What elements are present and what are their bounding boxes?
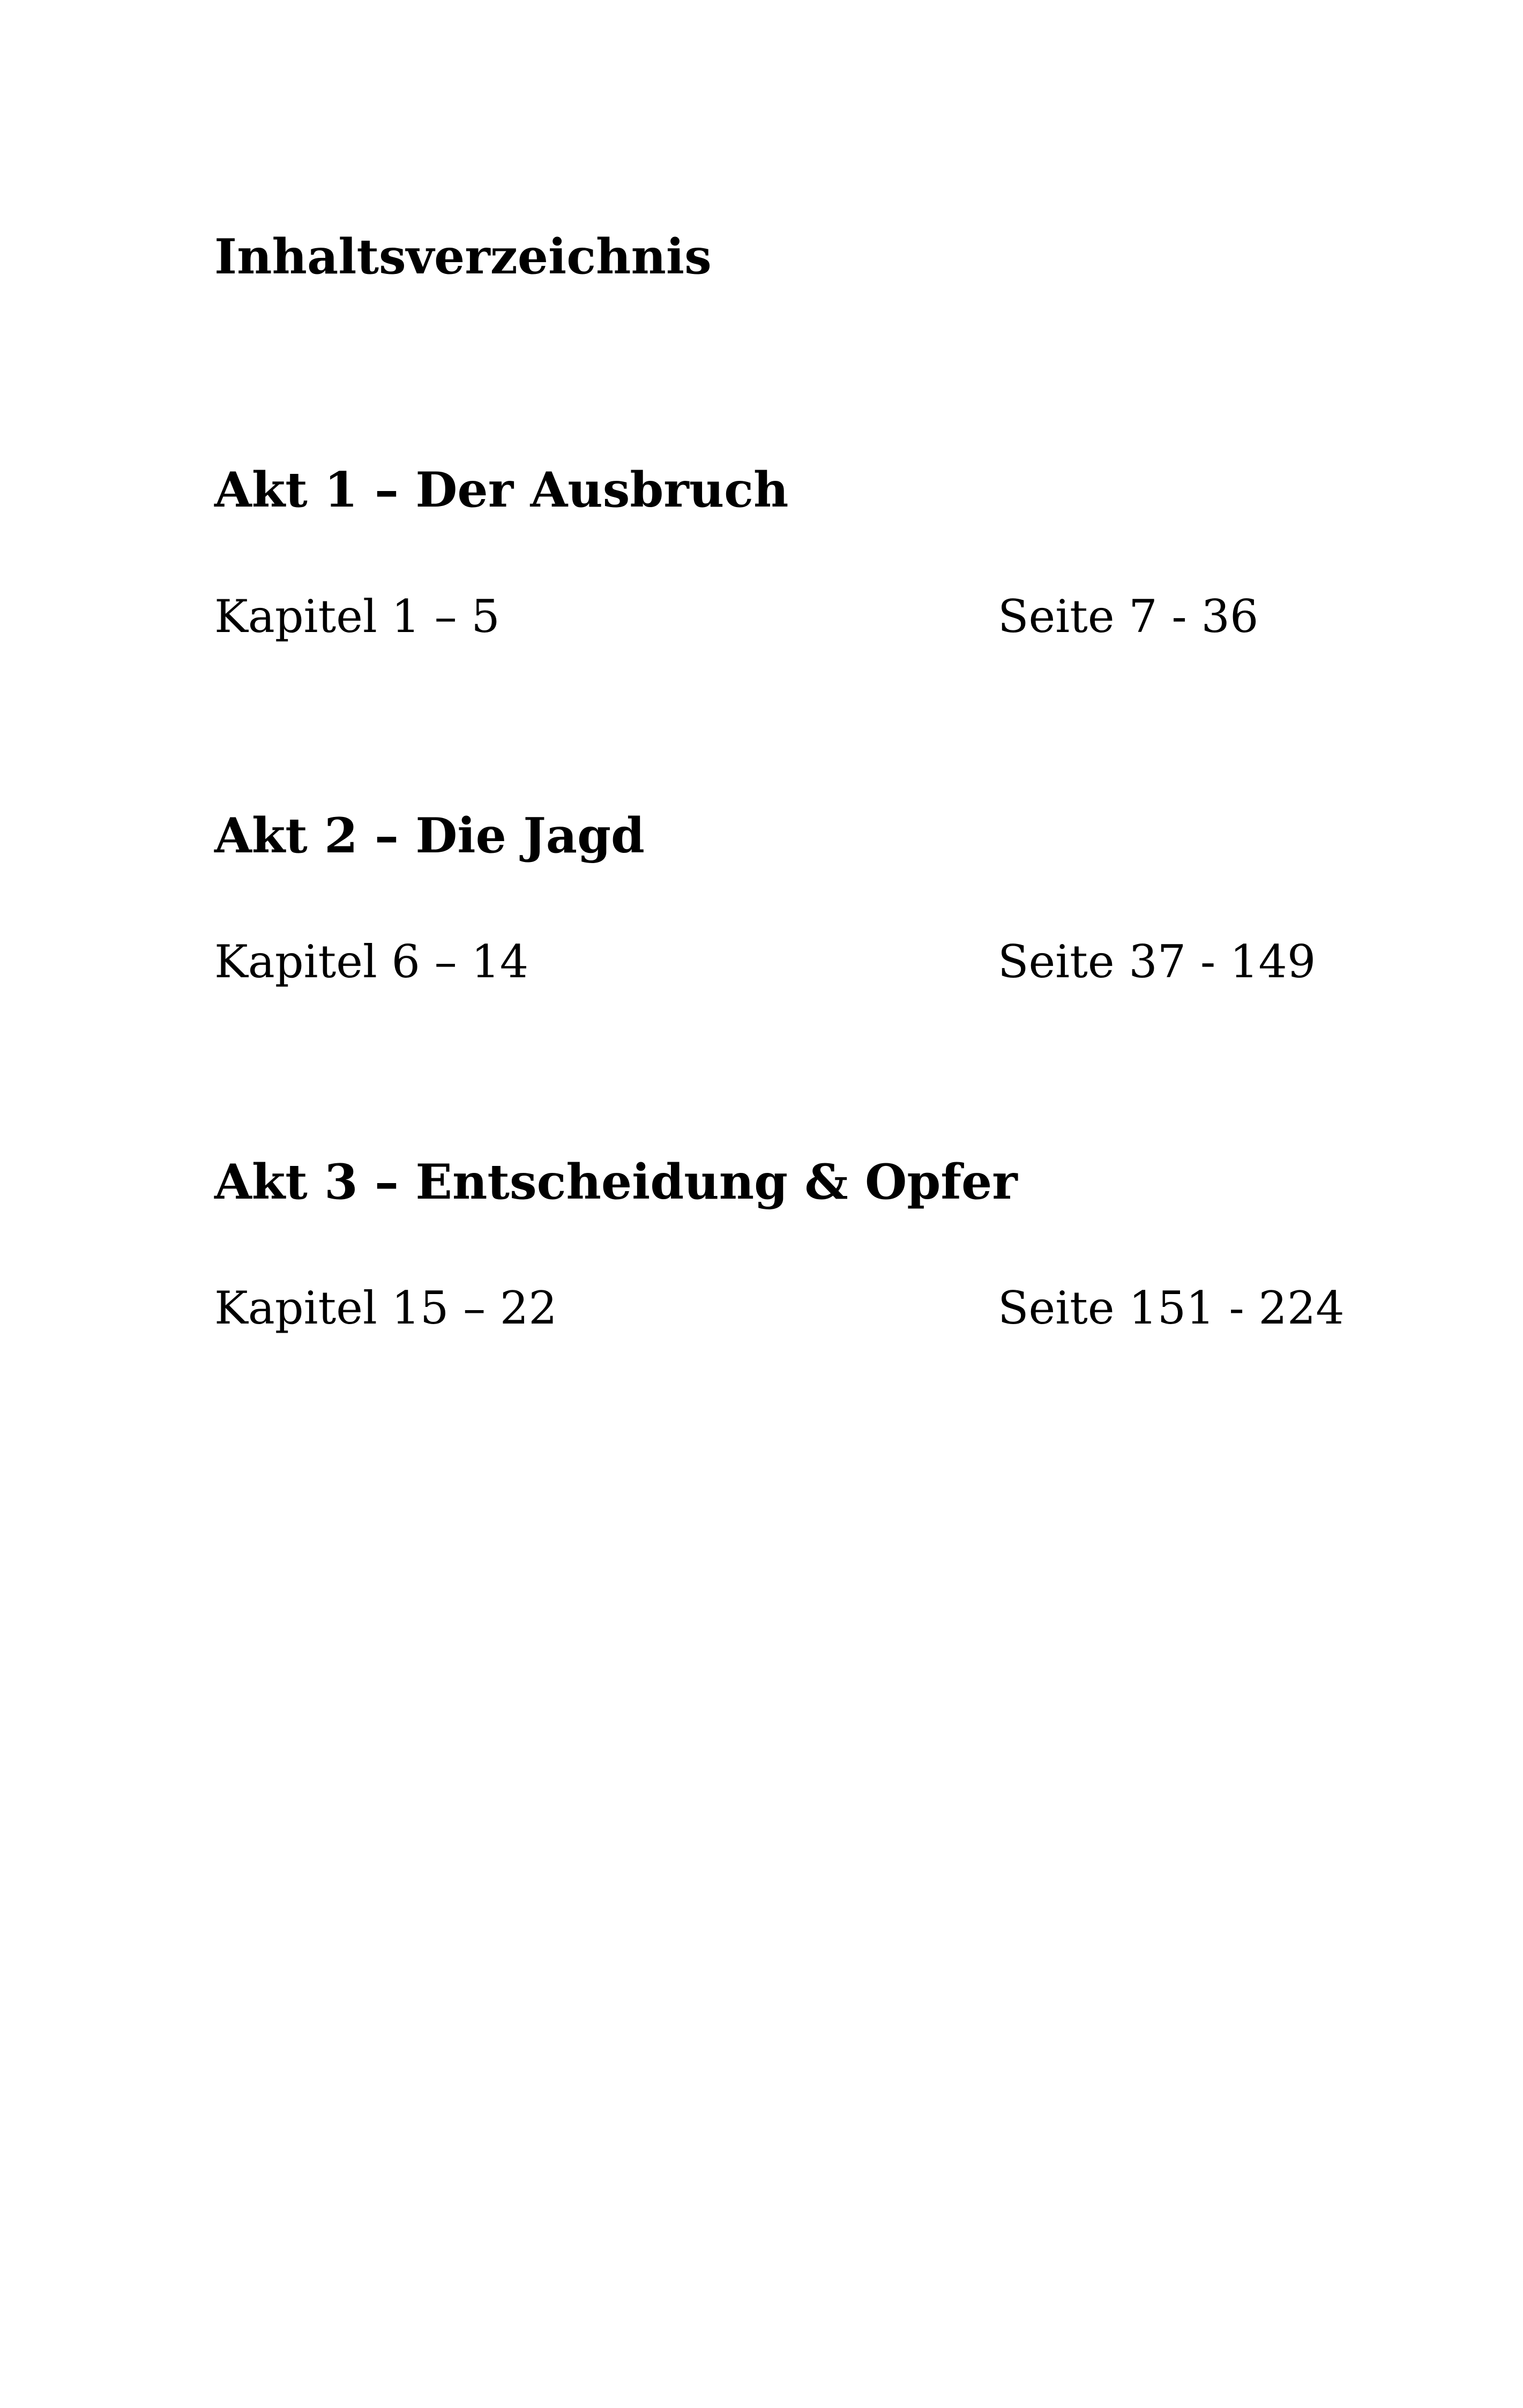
act-3-entry: [214, 1282, 1345, 1341]
act-1-chapters: Kapitel 1 – 5: [214, 590, 500, 643]
act-3-heading: Akt 3 – Entscheidung & Opfer: [214, 1154, 1018, 1210]
act-3-pages: Seite 151 - 224: [998, 1282, 1345, 1334]
act-2-entry: [214, 936, 1340, 995]
act-2-heading: Akt 2 – Die Jagd: [214, 807, 645, 864]
act-2-pages: Seite 37 - 149: [998, 935, 1316, 988]
act-1-pages: Seite 7 - 36: [998, 590, 1259, 643]
act-1-entry: [214, 591, 1340, 650]
page-title: Inhaltsverzeichnis: [214, 228, 712, 285]
act-1-heading: Akt 1 – Der Ausbruch: [214, 462, 789, 518]
act-2-chapters: Kapitel 6 – 14: [214, 935, 529, 988]
act-3-chapters: Kapitel 15 – 22: [214, 1282, 557, 1334]
